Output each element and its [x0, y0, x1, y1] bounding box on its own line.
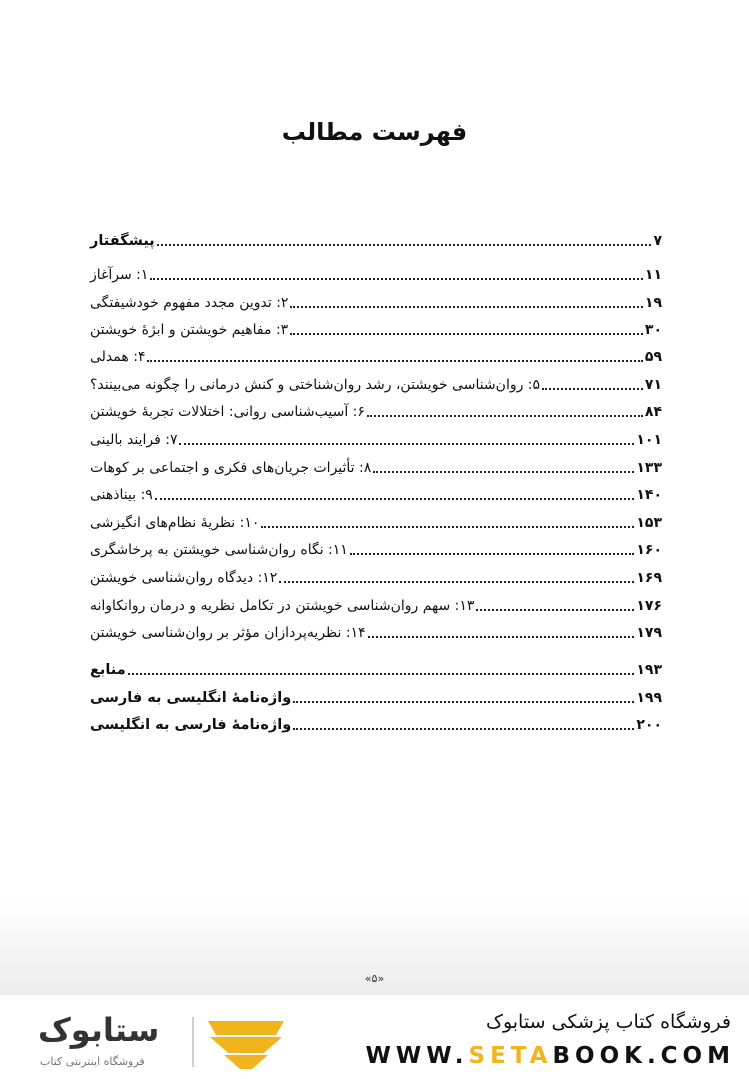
toc-entry-page: ۱۵۳	[636, 515, 662, 531]
toc-entry-page: ۱۹۹	[636, 690, 662, 706]
toc-entry[interactable]	[88, 685, 662, 707]
logo-tagline: فروشگاه اینترنتی کتاب	[40, 1055, 145, 1068]
toc-entry-title: واژه‌نامهٔ فارسی به انگلیسی	[90, 717, 292, 733]
dot-leader	[128, 673, 635, 675]
toc-entry[interactable]	[88, 262, 662, 284]
toc-entry-title: ۵: روان‌شناسی خویشتن، رشد روان‌شناختی و کنش درمانی را چگونه می‌بینند؟	[90, 377, 541, 393]
dot-leader	[261, 526, 634, 528]
toc-entry-page: ۱۹	[644, 295, 662, 311]
toc-entry[interactable]	[88, 620, 662, 642]
toc-entry[interactable]	[88, 344, 662, 366]
toc-entry[interactable]	[88, 399, 662, 421]
toc-entry-title: ۱۴: نظریه‌پردازان مؤثر بر روان‌شناسی خویشتن	[90, 625, 366, 641]
toc-entry-title: منابع	[90, 662, 126, 678]
toc-entry-page: ۸۴	[644, 404, 662, 420]
toc-entry[interactable]	[88, 510, 662, 532]
toc-entry-page: ۲۰۰	[636, 717, 662, 733]
toc-entry-page: ۱۷۶	[636, 598, 662, 614]
toc-entry-title: ۱۱: نگاه روان‌شناسی خویشتن به پرخاشگری	[90, 542, 348, 558]
dot-leader	[155, 498, 635, 500]
toc-entry-title: ۴: همدلی	[90, 349, 146, 365]
dot-leader	[368, 636, 635, 638]
toc-entry[interactable]	[88, 372, 662, 394]
toc-entry-title: پیشگفتار	[90, 233, 155, 249]
toc-entry-title: ۳: مفاهیم خویشتن و ابژهٔ خویشتن	[90, 322, 289, 338]
toc-entry-title: ۱۳: سهم روان‌شناسی خویشتن در تکامل نظریه و درمان روانکاوانه	[90, 598, 475, 614]
dot-leader	[290, 306, 642, 308]
dot-leader	[293, 728, 634, 730]
book-stack-icon	[204, 1015, 288, 1071]
toc-entry[interactable]	[88, 228, 662, 250]
url-suffix: BOOK.COM	[552, 1043, 735, 1069]
url-prefix: WWW.	[365, 1043, 469, 1069]
toc-entry-title: واژه‌نامهٔ انگلیسی به فارسی	[90, 690, 292, 706]
toc-entry-page: ۱۳۳	[636, 460, 662, 476]
dot-leader	[290, 333, 643, 335]
toc-entry-page: ۱۴۰	[636, 487, 662, 503]
toc-entry-title: ۸: تأثیرات جریان‌های فکری و اجتماعی بر کوهات	[90, 460, 372, 476]
toc-entry-page: ۱۶۰	[636, 542, 662, 558]
logo-divider	[192, 1017, 194, 1067]
toc-entry-page: ۷	[653, 233, 662, 249]
url-accent: SETA	[468, 1043, 553, 1069]
dot-leader	[350, 553, 635, 555]
store-name: فروشگاه کتاب پزشکی ستابوک	[485, 1011, 731, 1033]
toc-entry-page: ۳۰	[644, 322, 662, 338]
toc-entry[interactable]	[88, 317, 662, 339]
toc-entry-title: ۲: تدوین مجدد مفهوم خودشیفتگی	[90, 295, 289, 311]
dot-leader	[542, 388, 643, 390]
logo-wordmark: ستابوک	[38, 1011, 160, 1049]
store-logo[interactable]	[34, 1011, 294, 1073]
toc-entry[interactable]	[88, 482, 662, 504]
toc-entry-title: ۱: سرآغاز	[90, 267, 149, 283]
toc-entry-page: ۱۱	[644, 267, 662, 283]
toc-entry[interactable]	[88, 712, 662, 734]
toc-entry-title: ۹: بیناذهنی	[90, 487, 153, 503]
toc-entry[interactable]	[88, 455, 662, 477]
dot-leader	[293, 701, 634, 703]
toc-entry-page: ۷۱	[644, 377, 662, 393]
page-title: فهرست مطالب	[281, 118, 468, 146]
dot-leader	[279, 581, 634, 583]
toc-entry-page: ۱۹۳	[636, 662, 662, 678]
dot-leader	[476, 609, 634, 611]
toc-entry[interactable]	[88, 537, 662, 559]
page-number: «۵»	[364, 972, 385, 985]
toc-entry-page: ۱۶۹	[636, 570, 662, 586]
toc-entry[interactable]	[88, 593, 662, 615]
toc-entry-page: ۱۰۱	[636, 432, 662, 448]
dot-leader	[150, 278, 643, 280]
toc-entry-title: ۷: فرایند بالینی	[90, 432, 178, 448]
dot-leader	[157, 244, 652, 246]
store-url[interactable]	[366, 1043, 735, 1069]
toc-entry-title: ۱۰: نظریهٔ نظام‌های انگیزشی	[90, 515, 260, 531]
toc-entry[interactable]	[88, 290, 662, 312]
toc-entry-title: ۶: آسیب‌شناسی روانی: اختلالات تجربهٔ خویشتن	[90, 404, 365, 420]
toc-entry-page: ۵۹	[644, 349, 662, 365]
toc-entry[interactable]	[88, 565, 662, 587]
toc-entry-title: ۱۲: دیدگاه روان‌شناسی خویشتن	[90, 570, 278, 586]
dot-leader	[373, 471, 634, 473]
dot-leader	[179, 443, 634, 445]
toc-entry[interactable]	[88, 427, 662, 449]
dot-leader	[367, 415, 643, 417]
store-banner[interactable]	[0, 995, 749, 1079]
dot-leader	[147, 360, 642, 362]
toc-entry-page: ۱۷۹	[636, 625, 662, 641]
toc-entry[interactable]	[88, 657, 662, 679]
